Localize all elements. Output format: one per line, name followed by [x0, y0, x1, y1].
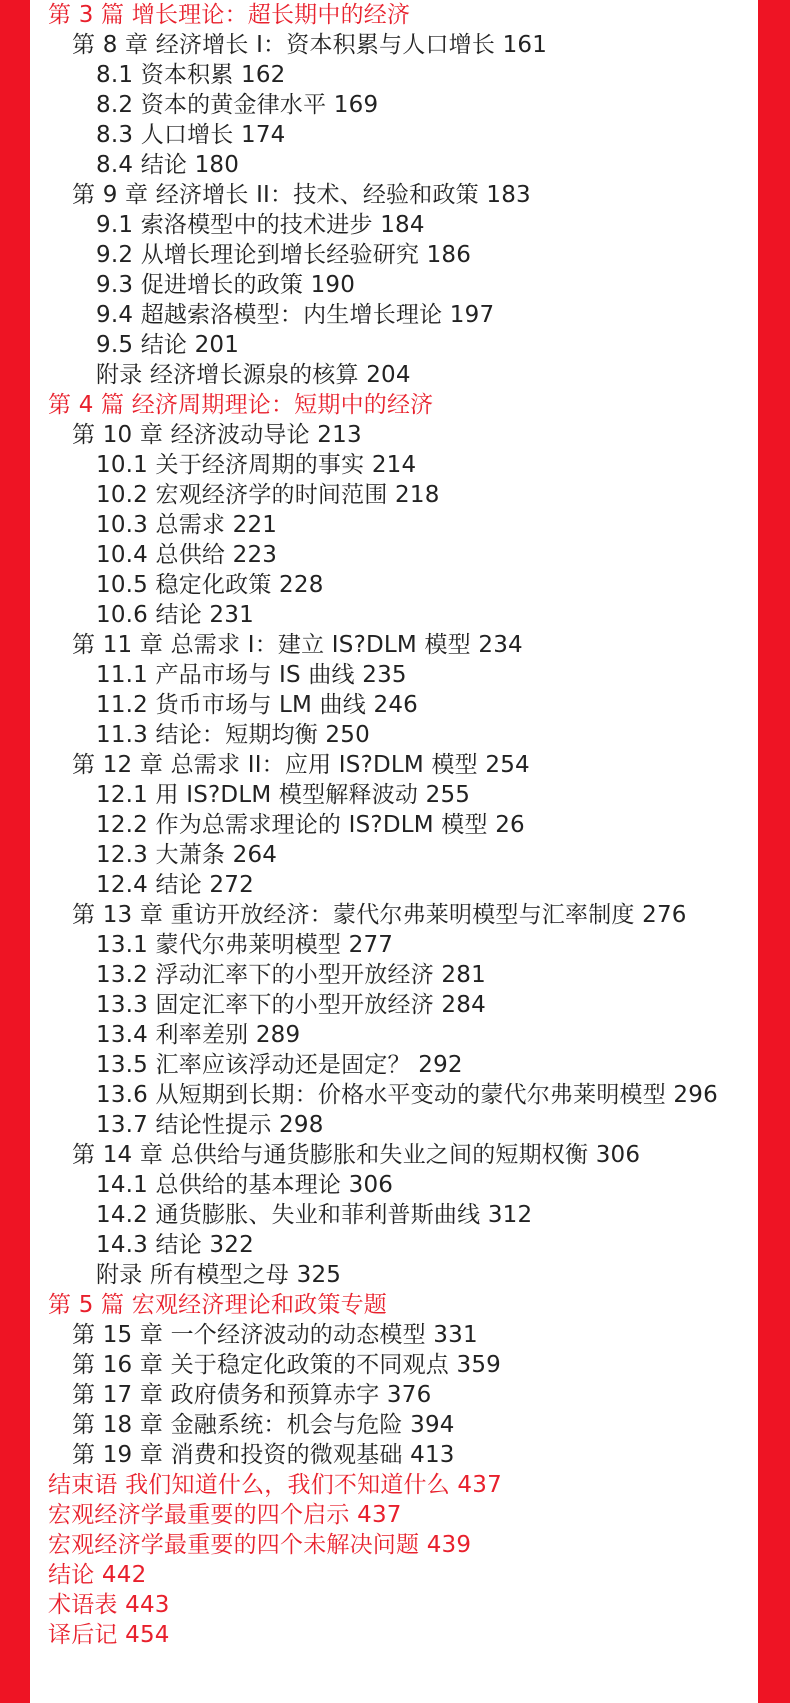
toc-section-entry: 14.2 通货膨胀、失业和菲利普斯曲线 312 [96, 1202, 533, 1228]
toc-section-entry: 11.3 结论：短期均衡 250 [96, 722, 370, 748]
toc-section-entry: 8.2 资本的黄金律水平 169 [96, 92, 379, 118]
toc-section-entry: 9.3 促进增长的政策 190 [96, 272, 356, 298]
toc-part-entry: 宏观经济学最重要的四个启示 437 [48, 1502, 402, 1528]
toc-section-entry: 12.4 结论 272 [96, 872, 254, 898]
toc-section-entry: 附录 所有模型之母 325 [96, 1262, 342, 1288]
left-red-border [0, 0, 30, 1703]
toc-section-entry: 12.2 作为总需求理论的 IS?DLM 模型 26 [96, 812, 525, 838]
toc-chapter-entry: 第 18 章 金融系统：机会与危险 394 [72, 1412, 455, 1438]
toc-section-entry: 13.5 汇率应该浮动还是固定？ 292 [96, 1052, 463, 1078]
toc-section-entry: 9.2 从增长理论到增长经验研究 186 [96, 242, 472, 268]
toc-section-entry: 8.1 资本积累 162 [96, 62, 286, 88]
toc-part-entry: 宏观经济学最重要的四个未解决问题 439 [48, 1532, 472, 1558]
toc-chapter-entry: 第 9 章 经济增长 II：技术、经验和政策 183 [72, 182, 531, 208]
toc-section-entry: 10.6 结论 231 [96, 602, 254, 628]
toc-section-entry: 9.1 索洛模型中的技术进步 184 [96, 212, 425, 238]
toc-chapter-entry: 第 13 章 重访开放经济：蒙代尔弗莱明模型与汇率制度 276 [72, 902, 687, 928]
toc-section-entry: 13.3 固定汇率下的小型开放经济 284 [96, 992, 486, 1018]
toc-section-entry: 10.4 总供给 223 [96, 542, 278, 568]
toc-chapter-entry: 第 16 章 关于稳定化政策的不同观点 359 [72, 1352, 502, 1378]
toc-chapter-entry: 第 10 章 经济波动导论 213 [72, 422, 362, 448]
toc-section-entry: 14.1 总供给的基本理论 306 [96, 1172, 394, 1198]
toc-section-entry: 10.1 关于经济周期的事实 214 [96, 452, 417, 478]
toc-section-entry: 10.2 宏观经济学的时间范围 218 [96, 482, 440, 508]
toc-chapter-entry: 第 8 章 经济增长 I：资本积累与人口增长 161 [72, 32, 548, 58]
toc-chapter-entry: 第 14 章 总供给与通货膨胀和失业之间的短期权衡 306 [72, 1142, 641, 1168]
toc-section-entry: 9.5 结论 201 [96, 332, 240, 358]
toc-section-entry: 10.5 稳定化政策 228 [96, 572, 324, 598]
toc-part-entry: 结束语 我们知道什么，我们不知道什么 437 [48, 1472, 502, 1498]
toc-section-entry: 13.2 浮动汇率下的小型开放经济 281 [96, 962, 486, 988]
toc-part-entry: 结论 442 [48, 1562, 147, 1588]
toc-section-entry: 附录 经济增长源泉的核算 204 [96, 362, 411, 388]
toc-section-entry: 8.4 结论 180 [96, 152, 240, 178]
toc-section-entry: 9.4 超越索洛模型：内生增长理论 197 [96, 302, 495, 328]
toc-section-entry: 13.4 利率差别 289 [96, 1022, 301, 1048]
toc-chapter-entry: 第 19 章 消费和投资的微观基础 413 [72, 1442, 455, 1468]
toc-section-entry: 13.1 蒙代尔弗莱明模型 277 [96, 932, 394, 958]
toc-part-entry: 第 4 篇 经济周期理论：短期中的经济 [48, 392, 434, 418]
toc-chapter-entry: 第 15 章 一个经济波动的动态模型 331 [72, 1322, 478, 1348]
toc-part-entry: 译后记 454 [48, 1622, 170, 1648]
toc-section-entry: 12.1 用 IS?DLM 模型解释波动 255 [96, 782, 471, 808]
toc-chapter-entry: 第 17 章 政府债务和预算赤字 376 [72, 1382, 432, 1408]
toc-part-entry: 第 3 篇 增长理论：超长期中的经济 [48, 2, 411, 28]
toc-section-entry: 13.6 从短期到长期：价格水平变动的蒙代尔弗莱明模型 296 [96, 1082, 718, 1108]
toc-section-entry: 10.3 总需求 221 [96, 512, 278, 538]
toc-chapter-entry: 第 11 章 总需求 I：建立 IS?DLM 模型 234 [72, 632, 523, 658]
toc-section-entry: 8.3 人口增长 174 [96, 122, 286, 148]
right-red-border [758, 0, 790, 1703]
toc-section-entry: 13.7 结论性提示 298 [96, 1112, 324, 1138]
table-of-contents [48, 0, 748, 1650]
toc-part-entry: 术语表 443 [48, 1592, 170, 1618]
toc-part-entry: 第 5 篇 宏观经济理论和政策专题 [48, 1292, 387, 1318]
toc-section-entry: 14.3 结论 322 [96, 1232, 254, 1258]
toc-section-entry: 11.2 货币市场与 LM 曲线 246 [96, 692, 419, 718]
toc-chapter-entry: 第 12 章 总需求 II：应用 IS?DLM 模型 254 [72, 752, 530, 778]
toc-section-entry: 11.1 产品市场与 IS 曲线 235 [96, 662, 407, 688]
toc-section-entry: 12.3 大萧条 264 [96, 842, 278, 868]
